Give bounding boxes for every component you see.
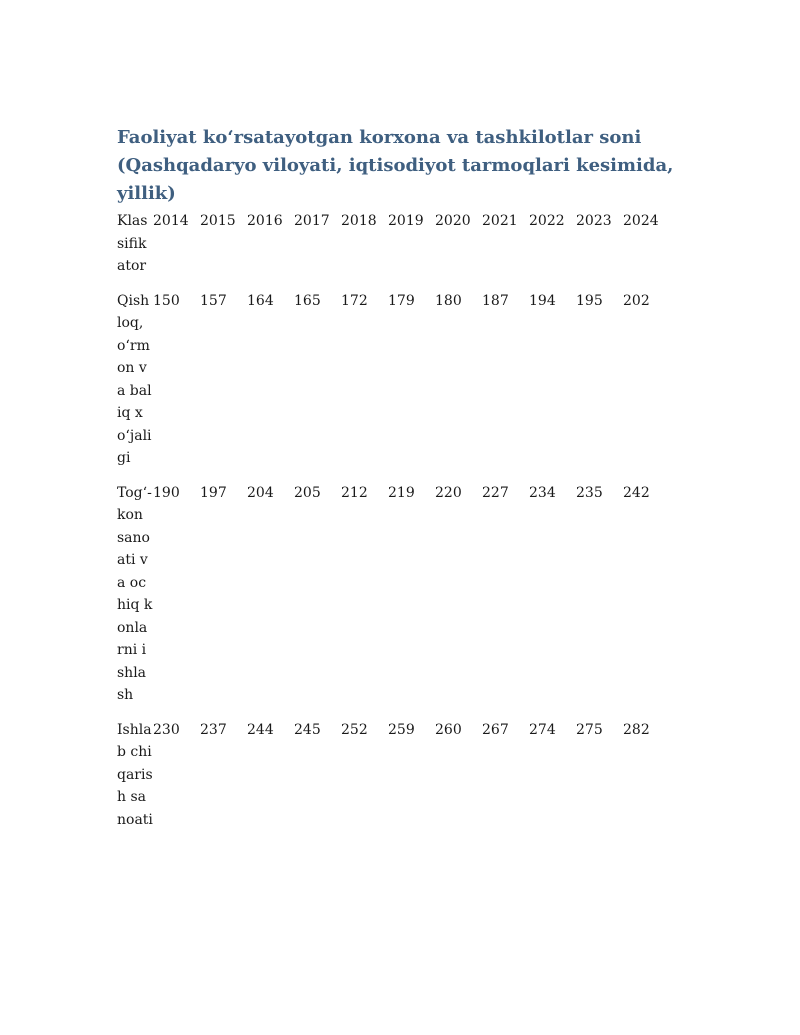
document-title: Faoliyat ko‘rsatayotgan korxona va tashkilotlar soni (Qashqadaryo viloyati, iqtisodiyot tarmoqlari kesimida, yillik) <box>117 127 674 204</box>
value-cell: 179 <box>388 292 415 309</box>
year-header-cell: 2015 <box>200 213 236 229</box>
value-cell: 242 <box>623 484 650 501</box>
value-cell: 282 <box>623 721 650 738</box>
year-header-cell: 2018 <box>341 213 377 229</box>
value-cell: 274 <box>529 721 556 738</box>
year-header-cell: 2023 <box>576 213 612 229</box>
value-cell: 244 <box>247 721 274 738</box>
value-cell: 212 <box>341 484 368 501</box>
row-label-cell: Ishlab chiqarish sanoati <box>117 721 153 828</box>
value-cell: 237 <box>200 721 227 738</box>
value-cell: 194 <box>529 292 556 309</box>
value-cell: 190 <box>153 484 180 501</box>
table-header-row <box>117 210 670 290</box>
value-cell: 204 <box>247 484 274 501</box>
year-header-cell: 2014 <box>153 213 189 229</box>
row-label-cell: Tog‘-kon sanoati va ochiq konlarni ishlash <box>117 484 153 703</box>
year-header-cell: 2021 <box>482 213 518 229</box>
value-cell: 180 <box>435 292 462 309</box>
value-cell: 197 <box>200 484 227 501</box>
header-classifier-cell: Klassifikator <box>117 213 148 274</box>
year-header-cell: 2016 <box>247 213 283 229</box>
year-header-cell: 2017 <box>294 213 330 229</box>
value-cell: 205 <box>294 484 321 501</box>
year-header-cell: 2019 <box>388 213 424 229</box>
value-cell: 275 <box>576 721 603 738</box>
value-cell: 267 <box>482 721 509 738</box>
year-header-cell: 2024 <box>623 213 659 229</box>
table-row <box>117 719 670 832</box>
row-label-cell: Qishloq, o‘rmon va baliq xo‘jaligi <box>117 292 152 466</box>
value-cell: 195 <box>576 292 603 309</box>
value-cell: 165 <box>294 292 321 309</box>
value-cell: 234 <box>529 484 556 501</box>
year-header-cell: 2020 <box>435 213 471 229</box>
value-cell: 259 <box>388 721 415 738</box>
value-cell: 187 <box>482 292 509 309</box>
value-cell: 157 <box>200 292 227 309</box>
value-cell: 202 <box>623 292 650 309</box>
table-row <box>117 290 670 482</box>
value-cell: 219 <box>388 484 415 501</box>
value-cell: 260 <box>435 721 462 738</box>
value-cell: 227 <box>482 484 509 501</box>
value-cell: 235 <box>576 484 603 501</box>
value-cell: 245 <box>294 721 321 738</box>
year-header-cell: 2022 <box>529 213 565 229</box>
value-cell: 150 <box>153 292 180 309</box>
value-cell: 164 <box>247 292 274 309</box>
value-cell: 252 <box>341 721 368 738</box>
value-cell: 172 <box>341 292 368 309</box>
value-cell: 220 <box>435 484 462 501</box>
value-cell: 230 <box>153 721 180 738</box>
table-row <box>117 482 670 719</box>
statistics-table <box>117 210 670 831</box>
